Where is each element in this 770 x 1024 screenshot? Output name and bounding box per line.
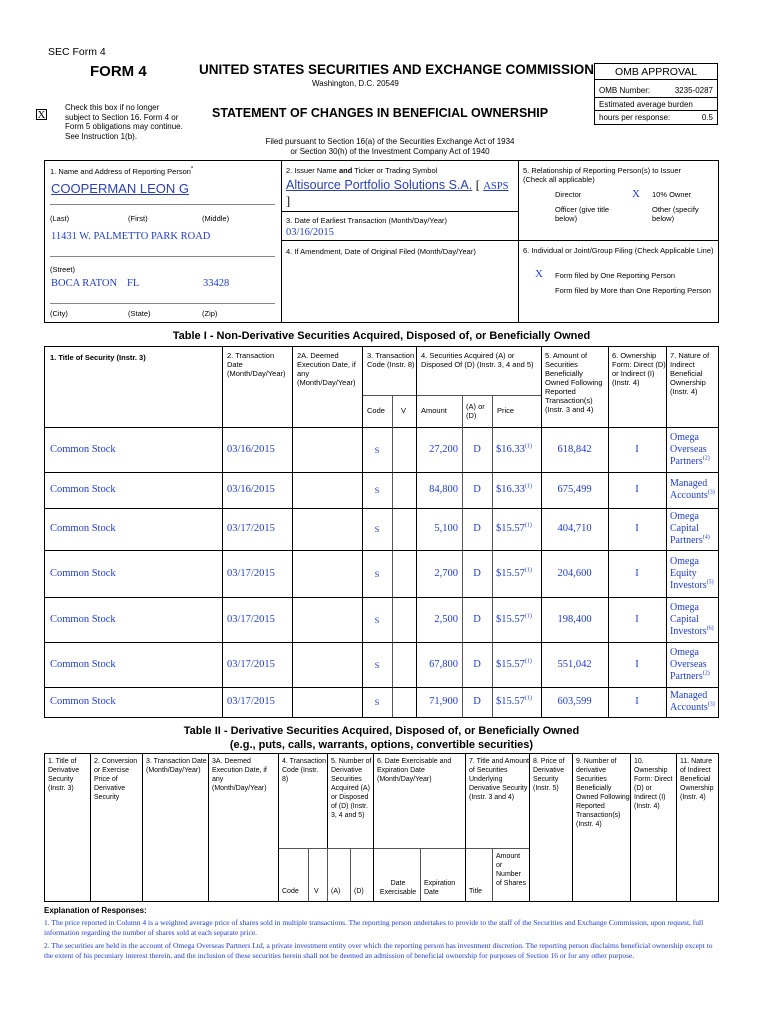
- t1-nature-cell: [670, 602, 716, 638]
- t1-nature-value: Omega Capital Partners: [670, 511, 703, 546]
- t1-nature-cell: [670, 478, 716, 502]
- t1-nature-value: Omega Capital Investors: [670, 601, 707, 637]
- bracket-close: ]: [286, 194, 291, 208]
- filed-pursuant-line2: or Section 30(h) of the Investment Company Act of 1940: [290, 147, 490, 156]
- t1-title-cell: Common Stock: [50, 484, 116, 495]
- officer-label: Officer (give title below): [555, 205, 610, 223]
- t1-nature-value: Managed Accounts: [670, 478, 708, 501]
- omb-hours-value: 0.5: [701, 113, 713, 122]
- t1-nature-footnote[interactable]: (3): [707, 489, 715, 496]
- t2-d-header: (D): [354, 888, 364, 895]
- t1-amount-cell: 5,100: [434, 523, 458, 534]
- sec-form-label: SEC Form 4: [48, 46, 106, 58]
- t1-nature-value: Managed Accounts: [670, 690, 708, 713]
- omb-number-label: OMB Number:: [599, 86, 651, 95]
- omb-hours-label: hours per response:: [599, 113, 671, 122]
- t1-price-value: $15.57: [496, 613, 525, 625]
- t1-code-cell: S: [374, 614, 380, 625]
- t1-price-value: $16.33: [496, 484, 525, 495]
- zip-label: (Zip): [202, 309, 218, 318]
- explanation-note-1: 1. The price reported in Column 4 is a weighted average price of shares sold in multiple transactions. The reporting person undertakes to provide to the staff of the Securities and Exchange Commission, upon request, full information regarding the number of shares sold at each separate price.: [44, 918, 704, 937]
- omb-approval-box: [594, 63, 718, 125]
- box3-label: 3. Date of Earliest Transaction (Month/Day/Year): [286, 216, 448, 225]
- t1-nature-footnote[interactable]: (4): [702, 534, 710, 541]
- t2-v-header: V: [314, 888, 319, 895]
- t1-title-cell: Common Stock: [50, 613, 116, 625]
- state-label: (State): [128, 309, 151, 318]
- t1-owned-cell: 198,400: [557, 613, 592, 625]
- box4-label: 4. If Amendment, Date of Original Filed (Month/Day/Year): [286, 247, 476, 256]
- one-reporting-person-label: Form filed by One Reporting Person: [555, 271, 676, 280]
- t1-owned-cell: 618,842: [557, 443, 592, 455]
- t1-date-cell: 03/16/2015: [227, 484, 275, 495]
- t1-form-cell: I: [635, 658, 639, 670]
- zip-value: 33428: [203, 278, 230, 289]
- ticker-link[interactable]: ASPS: [483, 181, 509, 192]
- t1-col2-header: 2. Transaction Date (Month/Day/Year): [227, 351, 286, 378]
- t1-price-cell: [496, 696, 541, 708]
- t1-price-cell: [496, 614, 541, 626]
- t1-nature-cell: [670, 432, 716, 468]
- t2-col10-header: 10. Ownership Form: Direct (D) or Indirect (I) (Instr. 4): [634, 758, 673, 810]
- t1-nature-cell: [670, 647, 716, 683]
- box1-label: 1. Name and Address of Reporting Person*: [50, 166, 194, 176]
- t1-date-cell: 03/17/2015: [227, 658, 275, 670]
- t1-form-cell: I: [635, 613, 639, 625]
- table1-title: Table I - Non-Derivative Securities Acquired, Disposed of, or Beneficially Owned: [172, 330, 591, 342]
- t2-amount-shares-header: Amount or Number of Shares: [496, 853, 526, 887]
- t1-form-cell: I: [635, 567, 639, 579]
- t1-col2a-header: 2A. Deemed Execution Date, if any (Month/Day/Year): [297, 351, 356, 387]
- table2-title: Table II - Derivative Securities Acquired, Disposed of, or Beneficially Owned (e.g., puts, calls, warrants, options, convertible securities): [183, 725, 580, 751]
- t2-exercisable-header: Date Exercisable: [379, 880, 417, 896]
- t1-nature-value: Omega Overseas Partners: [670, 646, 707, 682]
- t1-price-footnote[interactable]: (1): [524, 695, 532, 702]
- t1-price-cell: [496, 484, 541, 496]
- t1-title-cell: Common Stock: [50, 696, 116, 707]
- t1-price-header: Price: [497, 406, 515, 415]
- t1-ad-cell: D: [473, 443, 481, 455]
- explanation-note-2: 2. The securities are held in the account of Omega Overseas Partners Ltd, a private investment entity over which the reporting person has investment discretion. The reporting person disclaims beneficial ownership except to the extent of his pecuniary interest therein, and the inclusion of these securities herein shall not be deemed an admission of beneficial ownership for purposes of Section 16 or for any other purpose.: [44, 941, 713, 960]
- t1-form-cell: I: [635, 484, 639, 495]
- t1-ad-cell: D: [473, 613, 481, 625]
- t1-nature-footnote[interactable]: (5): [706, 579, 714, 586]
- box6-label: 6. Individual or Joint/Group Filing (Check Applicable Line): [523, 246, 714, 255]
- t1-nature-cell: [670, 511, 716, 547]
- t1-nature-footnote[interactable]: (3): [707, 701, 715, 708]
- t1-price-value: $15.57: [496, 523, 525, 534]
- statement-title: STATEMENT OF CHANGES IN BENEFICIAL OWNERSHIP: [212, 106, 549, 120]
- t1-form-cell: I: [635, 443, 639, 455]
- t1-owned-cell: 675,499: [557, 484, 592, 495]
- t1-owned-cell: 603,599: [557, 696, 592, 707]
- bracket-open: [: [475, 178, 480, 192]
- form-number: FORM 4: [90, 63, 147, 80]
- street-label: (Street): [50, 265, 76, 274]
- no-longer-subject-checkbox[interactable]: X: [37, 109, 46, 121]
- t1-ad-cell: D: [473, 523, 481, 534]
- box2-label: 2. Issuer Name and Ticker or Trading Symbol: [286, 166, 438, 175]
- t1-form-cell: I: [635, 523, 639, 534]
- t1-amount-cell: 27,200: [429, 443, 458, 455]
- t1-ad-cell: D: [473, 696, 481, 707]
- t1-owned-cell: 551,042: [557, 658, 592, 670]
- city-label: (City): [50, 309, 68, 318]
- t1-title-cell: Common Stock: [50, 523, 116, 534]
- more-reporting-person-label: Form filed by More than One Reporting Person: [555, 286, 711, 295]
- t1-title-cell: Common Stock: [50, 567, 116, 579]
- t2-col3a-header: 3A. Deemed Execution Date, if any (Month/Day/Year): [212, 758, 267, 792]
- ten-percent-owner-label: 10% Owner: [652, 190, 692, 199]
- t1-form-cell: I: [635, 696, 639, 707]
- one-reporting-person-mark[interactable]: X: [535, 268, 543, 280]
- t1-price-footnote[interactable]: (1): [524, 443, 532, 449]
- t2-col4-header: 4. Transaction Code (Instr. 8): [282, 758, 326, 783]
- agency-address: Washington, D.C. 20549: [312, 79, 399, 88]
- t1-owned-cell: 204,600: [557, 567, 592, 579]
- earliest-transaction-date: 03/16/2015: [286, 227, 334, 238]
- other-label: Other (specify below): [652, 205, 699, 223]
- t1-nature-footnote[interactable]: (2): [702, 670, 710, 677]
- t1-col7-header: 7. Nature of Indirect Beneficial Ownership (Instr. 4): [670, 351, 710, 396]
- omb-number-value: 3235-0287: [674, 86, 713, 95]
- street-value: 11431 W. PALMETTO PARK ROAD: [51, 231, 211, 242]
- t2-title-header: Title: [469, 888, 482, 895]
- issuer-name-link[interactable]: Altisource Portfolio Solutions S.A.: [286, 178, 473, 192]
- t1-date-cell: 03/16/2015: [227, 443, 275, 455]
- t1-date-cell: 03/17/2015: [227, 523, 275, 534]
- reporting-person-name-link[interactable]: COOPERMAN LEON G: [51, 181, 189, 196]
- t1-price-footnote[interactable]: (1): [524, 567, 532, 573]
- ten-percent-owner-mark[interactable]: X: [632, 188, 640, 200]
- t1-ad-cell: D: [473, 658, 481, 670]
- t2-a-header: (A): [331, 888, 341, 895]
- t2-col7-header: 7. Title and Amount of Securities Underlying Derivative Security (Instr. 3 and 4): [469, 758, 529, 801]
- checkbox-instruction: Check this box if no longer subject to Section 16. Form 4 or Form 5 obligations may continue. See Instruction 1(b).: [65, 103, 183, 141]
- t1-amount-cell: 67,800: [429, 658, 458, 670]
- t1-price-value: $15.57: [496, 658, 525, 670]
- t1-ad-cell: D: [473, 484, 481, 495]
- t1-col6-header: 6. Ownership Form: Direct (D) or Indirect (I) (Instr. 4): [612, 351, 666, 387]
- t1-price-cell: [496, 444, 541, 456]
- t2-col1-header: 1. Title of Derivative Security (Instr. 3): [48, 758, 80, 792]
- t1-v-header: V: [401, 406, 407, 415]
- t1-price-value: $15.57: [496, 696, 525, 707]
- t1-owned-cell: 404,710: [557, 523, 592, 534]
- t2-col9-header: 9. Number of derivative Securities Beneficially Owned Following Reported Transaction(s) (Instr. 4): [576, 758, 630, 828]
- t1-col5-header: 5. Amount of Securities Beneficially Owned Following Reported Transaction(s) (Instr. 3 and 4): [545, 351, 603, 414]
- t1-col4-header: 4. Securities Acquired (A) or Disposed Of (D) (Instr. 3, 4 and 5): [421, 351, 534, 369]
- t1-ad-cell: D: [473, 567, 481, 579]
- t2-col8-header: 8. Price of Derivative Security (Instr. 5): [533, 758, 565, 792]
- t1-price-cell: [496, 659, 541, 671]
- t1-code-cell: S: [374, 524, 380, 534]
- last-label: (Last): [50, 214, 70, 223]
- t1-price-footnote[interactable]: (1): [524, 483, 532, 490]
- city-value: BOCA RATON: [51, 278, 118, 289]
- t1-date-cell: 03/17/2015: [227, 696, 275, 707]
- agency-title: UNITED STATES SECURITIES AND EXCHANGE COMMISSION: [199, 62, 595, 77]
- t1-amount-cell: 71,900: [429, 696, 458, 707]
- t1-price-footnote[interactable]: (1): [524, 613, 532, 619]
- t1-nature-cell: [670, 690, 716, 714]
- t2-col3-header: 3. Transaction Date (Month/Day/Year): [146, 758, 207, 774]
- t2-col5-header: 5. Number of Derivative Securities Acquired (A) or Disposed of (D) (Instr. 3, 4 and 5): [331, 758, 372, 819]
- t2-col6-header: 6. Date Exercisable and Expiration Date (Month/Day/Year): [377, 758, 452, 783]
- first-label: (First): [128, 214, 148, 223]
- t2-expiration-header: Expiration Date: [424, 880, 456, 896]
- omb-burden-label: Estimated average burden: [599, 100, 693, 109]
- director-label: Director: [555, 190, 582, 199]
- t1-code-cell: S: [374, 568, 380, 579]
- filed-pursuant-line1: Filed pursuant to Section 16(a) of the Securities Exchange Act of 1934: [265, 137, 515, 146]
- t1-ad-header: (A) or (D): [466, 402, 485, 420]
- t2-col2-header: 2. Conversion or Exercise Price of Derivative Security: [94, 758, 138, 801]
- t1-code-cell: S: [374, 444, 380, 455]
- t1-nature-value: Omega Overseas Partners: [670, 431, 707, 467]
- t1-code-cell: S: [374, 485, 380, 495]
- t1-price-value: $16.33: [496, 443, 525, 455]
- t1-code-cell: S: [374, 697, 380, 707]
- t1-amount-cell: 84,800: [429, 484, 458, 495]
- t1-code-header: Code: [367, 406, 385, 415]
- t1-nature-value: Omega Equity Investors: [670, 555, 707, 591]
- t1-amount-cell: 2,700: [434, 567, 458, 579]
- t1-price-cell: [496, 523, 541, 535]
- t1-code-cell: S: [374, 659, 380, 670]
- t2-col11-header: 11. Nature of Indirect Beneficial Ownership (Instr. 4): [680, 758, 714, 801]
- t1-nature-cell: [670, 556, 716, 592]
- t1-date-cell: 03/17/2015: [227, 613, 275, 625]
- t1-price-footnote[interactable]: (1): [524, 658, 532, 664]
- issuer-field: [286, 178, 516, 209]
- t1-title-cell: Common Stock: [50, 443, 116, 455]
- t1-date-cell: 03/17/2015: [227, 567, 275, 579]
- middle-label: (Middle): [202, 214, 230, 223]
- t1-amount-header: Amount: [421, 406, 447, 415]
- box5-label: 5. Relationship of Reporting Person(s) to Issuer (Check all applicable): [523, 166, 681, 184]
- explanation-title: Explanation of Responses:: [44, 906, 147, 915]
- t1-col3-header: 3. Transaction Code (Instr. 8): [367, 351, 415, 369]
- t1-nature-footnote[interactable]: (6): [706, 625, 714, 632]
- t1-price-value: $15.57: [496, 567, 525, 579]
- state-value: FL: [127, 278, 140, 289]
- t1-price-cell: [496, 568, 541, 580]
- t1-price-footnote[interactable]: (1): [524, 522, 532, 529]
- t1-nature-footnote[interactable]: (2): [702, 455, 710, 462]
- t2-code-header: Code: [282, 888, 299, 895]
- t1-amount-cell: 2,500: [434, 613, 458, 625]
- t1-title-cell: Common Stock: [50, 658, 116, 670]
- t1-col1-header: 1. Title of Security (Instr. 3): [50, 353, 146, 362]
- omb-title: OMB APPROVAL: [595, 64, 717, 80]
